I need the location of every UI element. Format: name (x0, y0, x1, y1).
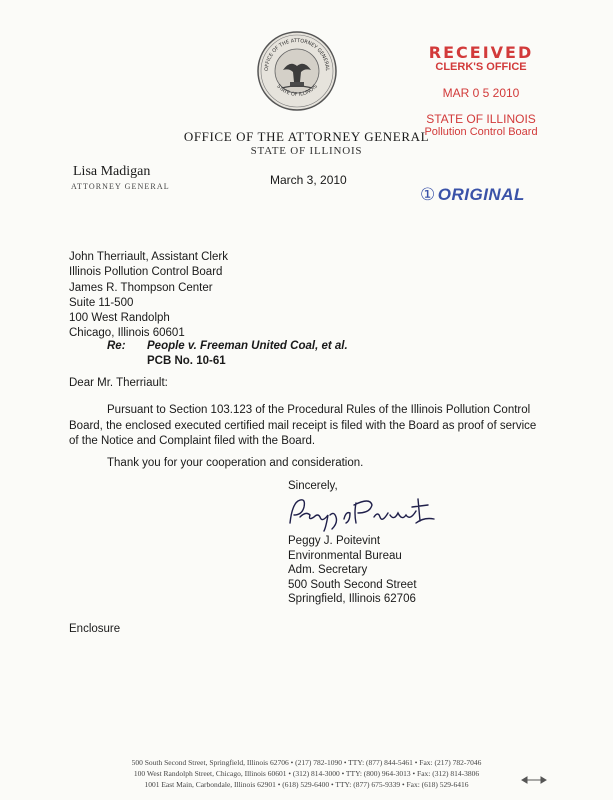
footer-line: 100 West Randolph Street, Chicago, Illinois 60601 • (312) 814-3000 • TTY: (800) 964-3013 • Fax: (312) 814-3806 (133, 769, 480, 778)
original-stamp-mark-icon: ① (420, 185, 436, 205)
re-case-name: People v. Freeman United Coal, et al. (147, 340, 348, 352)
letter-date: March 3, 2010 (270, 173, 347, 187)
original-stamp (420, 185, 525, 205)
footer-line: 1001 East Main, Carbondale, Illinois 62901 • (618) 529-6400 • TTY: (877) 675-9339 • Fax: (618) 529-6416 (144, 780, 469, 789)
salutation: Dear Mr. Therriault: (69, 377, 168, 389)
enclosure-note: Enclosure (69, 623, 121, 635)
signature (284, 493, 444, 533)
thanks-line: Thank you for your cooperation and consideration. (107, 457, 364, 469)
recipient-line: 100 West Randolph (69, 312, 170, 325)
attorney-general-seal (256, 30, 338, 112)
closing: Sincerely, (288, 480, 338, 492)
footer-addresses (0, 757, 613, 790)
original-stamp-text: ORIGINAL (437, 185, 525, 204)
recipient-line: Illinois Pollution Control Board (69, 266, 223, 279)
seal-bottom-text: STATE OF ILLINOIS (275, 83, 319, 98)
body-paragraph: Pursuant to Section 103.123 of the Procedural Rules of the Illinois Pollution Control Board, the enclosed executed certified mail receipt is filed with the Board as proof of service of the Notice and Complaint filed with the Board. (69, 404, 537, 447)
signer-line: 500 South Second Street (288, 578, 417, 591)
letterhead-office: OFFICE OF THE ATTORNEY GENERAL (183, 129, 430, 144)
signer-line: Peggy J. Poitevint (288, 535, 381, 547)
signer-line: Environmental Bureau (288, 549, 402, 562)
recycle-mark-icon (521, 776, 547, 784)
footer-line: 500 South Second Street, Springfield, Illinois 62706 • (217) 782-1090 • TTY: (877) 844-5461 • Fax: (217) 782-7046 (131, 758, 482, 767)
signer-block (288, 534, 417, 607)
received-date: MAR 0 5 2010 (442, 86, 520, 100)
letterhead-state: STATE OF ILLINOIS (250, 145, 363, 157)
attorney-general-title: ATTORNEY GENERAL (71, 182, 170, 191)
re-label: Re: (107, 340, 126, 352)
recipient-line: James R. Thompson Center (69, 281, 213, 294)
attorney-general-name: Lisa Madigan (73, 164, 151, 179)
clerks-office-text: CLERK'S OFFICE (435, 61, 527, 73)
signer-line: Springfield, Illinois 62706 (288, 593, 416, 605)
received-text: RECEIVED (428, 43, 534, 62)
recipient-line: Suite 11-500 (69, 296, 134, 309)
recipient-line: Chicago, Illinois 60601 (69, 327, 185, 340)
signer-line: Adm. Secretary (288, 564, 368, 576)
stamp-state: STATE OF ILLINOIS (426, 112, 536, 126)
recipient-line: John Therriault, Assistant Clerk (69, 251, 228, 263)
received-stamp (396, 44, 566, 138)
seal-top-text: OFFICE OF THE ATTORNEY GENERAL (263, 37, 331, 72)
re-pcb-number: PCB No. 10-61 (147, 355, 226, 367)
stamp-board: Pollution Control Board (424, 126, 538, 138)
recipient-address (69, 250, 228, 342)
